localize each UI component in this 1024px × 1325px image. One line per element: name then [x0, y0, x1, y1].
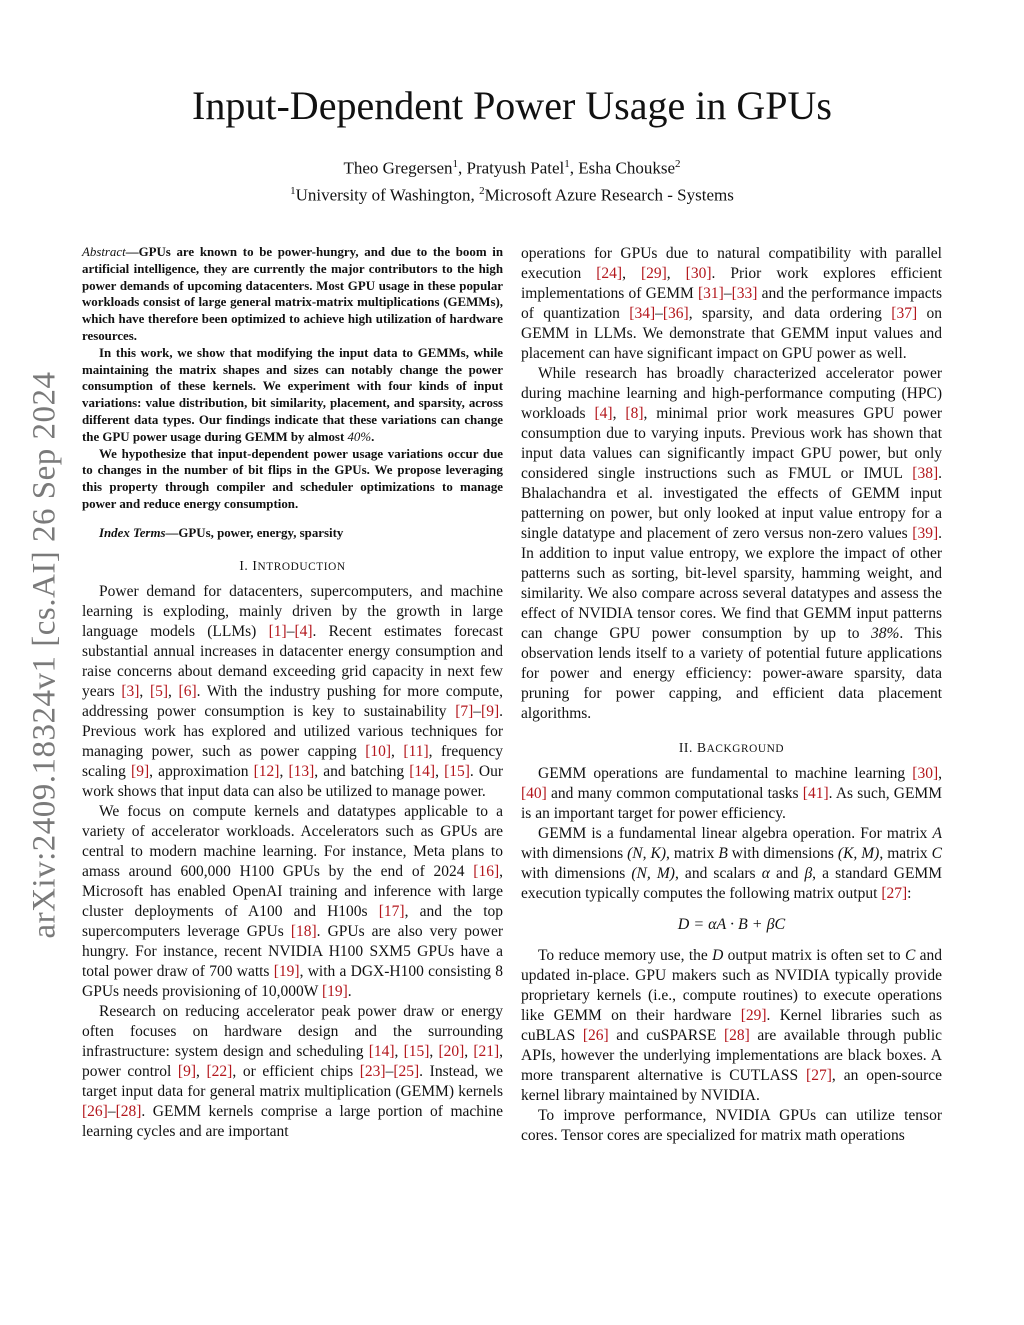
- abstract-paragraph-1: [82, 244, 503, 345]
- math-symbol: C: [904, 947, 916, 964]
- text-run: .: [347, 982, 352, 1000]
- text-run: . Prior work explores efficient implementations of GEMM: [521, 265, 943, 302]
- text-run: are available through public APIs, however the underlying implementations are black boxes. A more transparent alternative is CUTLASS: [521, 1027, 943, 1084]
- text-run: ,: [435, 762, 445, 780]
- text-run: . Previous work has explored and utilized various techniques for managing power, such as power capping: [82, 702, 503, 760]
- text-run: –: [107, 1102, 116, 1120]
- text-run: –: [385, 1062, 394, 1080]
- intro-paragraph-5: [521, 364, 942, 724]
- math-symbol: β: [804, 865, 813, 882]
- index-terms-text: —GPUs, power, energy, sparsity: [165, 525, 344, 540]
- text-run: , frequency scaling: [82, 742, 503, 780]
- text-run: ,: [279, 762, 289, 780]
- math-symbol: α: [761, 865, 770, 882]
- citation-link[interactable]: [7]: [455, 702, 474, 720]
- section-title-rest: NTRODUCTION: [257, 560, 346, 573]
- arxiv-stamp: [20, 365, 70, 945]
- text-run: , sparsity, and data ordering: [688, 305, 892, 322]
- text-run: , or efficient chips: [232, 1062, 360, 1080]
- section-initial: I: [252, 557, 258, 573]
- intro-paragraph-4: [521, 244, 942, 364]
- background-paragraph-4: To improve performance, NVIDIA GPUs can utilize tensor cores. Tensor cores are specialized for matrix math operations: [521, 1107, 942, 1144]
- citation-link[interactable]: [17]: [378, 902, 405, 920]
- citation-link[interactable]: [12]: [253, 762, 280, 780]
- math-symbol: (N, K): [627, 845, 666, 862]
- citation-link[interactable]: [27]: [881, 885, 908, 902]
- text-run: –: [473, 702, 482, 720]
- text-run: , with a DGX-H100 consisting 8 GPUs needs provisioning of 10,000W: [82, 962, 503, 1000]
- affiliation-mark: 2: [479, 184, 485, 197]
- author-name: Esha Choukse: [578, 158, 676, 178]
- citation-link[interactable]: [31]: [698, 285, 724, 302]
- citation-link[interactable]: [4]: [294, 622, 313, 640]
- text-run: . Bhalachandra et al. investigated the effects of GEMM input patterning on power, but only looked at input value entropy for a single datatype and placement of zero versus non-zero values: [521, 465, 942, 542]
- citation-link[interactable]: [3]: [121, 682, 140, 700]
- citation-link[interactable]: [21]: [473, 1042, 500, 1060]
- text-run: ,: [429, 1042, 439, 1060]
- text-run: . In addition to input value entropy, we explore the impact of other patterns such as sorting, bit-level sparsity, hamming weight, and similarity. We also compare across several datatypes and assess the effect of NVIDIA tensor cores. We find that GEMM input patterns can change GPU power consumption by up to: [521, 525, 942, 642]
- section-number: II.: [678, 740, 697, 755]
- affiliation-2: Microsoft Azure Research - Systems: [484, 185, 734, 205]
- arxiv-id-text: arXiv:2409.18324v1 [cs.AI] 26 Sep 2024: [26, 371, 63, 939]
- abstract-paragraph-3: We hypothesize that input-dependent power usage variations occur due to changes in the number of bit flips in the GPUs. We propose leveraging this property through compiler and scheduler optimizations to manage power and reduce energy consumption.: [82, 446, 503, 511]
- section-number: I.: [239, 557, 253, 573]
- math-symbol: (N, M): [631, 865, 675, 882]
- text-run: with dimensions: [521, 845, 628, 862]
- affiliation-mark: 2: [675, 158, 681, 170]
- citation-link[interactable]: [22]: [206, 1062, 233, 1080]
- background-paragraph-1: [521, 764, 942, 824]
- text-run: –: [286, 622, 295, 640]
- text-run: , matrix: [666, 845, 719, 862]
- citation-link[interactable]: [13]: [288, 762, 315, 780]
- text-run: Power demand for datacenters, supercomputers, and machine learning is exploding, mainly driven by the growth in large language models (LLMs): [82, 582, 503, 640]
- citation-link[interactable]: [14]: [409, 762, 436, 780]
- citation-link[interactable]: [37]: [891, 305, 918, 322]
- math-symbol: B: [718, 845, 728, 862]
- affiliation-mark: 1: [452, 158, 458, 170]
- gemm-equation: D = αA · B + βC: [677, 916, 786, 933]
- citation-link[interactable]: [9]: [177, 1062, 196, 1080]
- citation-link[interactable]: [29]: [740, 1007, 767, 1024]
- citation-link[interactable]: [24]: [596, 265, 623, 282]
- text-run: ,: [666, 265, 686, 282]
- math-symbol: (K, M): [837, 845, 880, 862]
- citation-link[interactable]: [29]: [640, 265, 667, 282]
- citation-link[interactable]: [36]: [662, 305, 689, 322]
- index-terms: [82, 525, 503, 542]
- text-run: :: [907, 885, 912, 902]
- intro-paragraph-1: [82, 582, 503, 802]
- citation-link[interactable]: [19]: [273, 962, 300, 980]
- citation-link[interactable]: [9]: [131, 762, 150, 780]
- text-run: GEMM operations are fundamental to machine learning: [538, 765, 913, 782]
- text-run: , and the top supercomputers leverage GPUs: [82, 902, 504, 940]
- text-run: , approximation: [149, 762, 254, 780]
- citation-link[interactable]: [4]: [594, 405, 613, 422]
- citation-link[interactable]: [26]: [82, 1102, 108, 1120]
- abstract-text: .: [371, 429, 375, 444]
- text-run: and many common computational tasks: [546, 785, 803, 802]
- text-run: ,: [938, 765, 942, 782]
- intro-paragraph-2: [82, 802, 503, 1002]
- citation-link[interactable]: [28]: [723, 1027, 750, 1044]
- citation-link[interactable]: [1]: [268, 622, 287, 640]
- citation-link[interactable]: [38]: [912, 465, 939, 482]
- section-heading-background: [521, 740, 942, 756]
- section-heading-introduction: [82, 558, 503, 574]
- text-run: on GEMM in LLMs. We demonstrate that GEMM input values and placement can have significant impact on GPU power as well.: [521, 305, 943, 362]
- abstract-text: —GPUs are known to be power-hungry, and due to the boom in artificial intelligence, they are currently the major contributors to the high power demands of upcoming datacenters. Most GPU usage in these popular workloads consist of large general matrix-matrix multiplications (GEMMs), which have therefore been optimized to achieve high utilization of hardware resources.: [82, 245, 503, 343]
- citation-link[interactable]: [15]: [403, 1042, 430, 1060]
- section-title-rest: ACKGROUND: [706, 743, 785, 755]
- math-symbol: D: [712, 947, 724, 964]
- affiliation-mark: 1: [564, 158, 570, 170]
- index-terms-label: Index Terms: [99, 525, 166, 540]
- text-run: . Our work shows that input data can also be utilized to manage power.: [82, 762, 504, 800]
- text-run: . Recent estimates forecast substantial annual increases in datacenter energy consumption and raise concerns about demand exceeding grid capacity in next few years: [82, 622, 503, 700]
- text-run: . GPUs are also very power hungry. For instance, recent NVIDIA H100 SXM5 GPUs have a total power draw of 700 watts: [82, 922, 503, 980]
- abstract-paragraph-2: [82, 345, 503, 446]
- text-run: GEMM is a fundamental linear algebra operation. For matrix: [538, 825, 933, 842]
- text-run: with dimensions: [521, 865, 632, 882]
- citation-link[interactable]: [26]: [582, 1027, 609, 1044]
- text-run: . With the industry pushing for more compute, addressing power consumption is key to sustainability: [82, 682, 504, 720]
- abstract-label: Abstract: [82, 245, 126, 259]
- citation-link[interactable]: [18]: [290, 922, 317, 940]
- background-paragraph-3: [521, 946, 942, 1106]
- text-run: . This observation lends itself to a variety of potential future applications for power and energy efficiency: power-aware sparsity, data pruning for power capping, and efficient data placement algorithms.: [521, 625, 943, 722]
- citation-link[interactable]: [14]: [368, 1042, 395, 1060]
- text-run: operations for GPUs due to natural compatibility with parallel execution: [521, 245, 942, 282]
- text-run: with dimensions: [727, 845, 838, 862]
- citation-link[interactable]: [11]: [403, 742, 429, 760]
- text-run: and updated in-place. GPU makers such as NVIDIA typically provide proprietary kernels (i.e., compute routines) to execute operations like GEMM on their hardware: [521, 947, 942, 1024]
- text-run: , power control: [82, 1042, 504, 1080]
- citation-link[interactable]: [33]: [731, 285, 758, 302]
- math-symbol: A: [932, 825, 942, 842]
- text-run: , minimal prior work measures GPU power consumption due to varying inputs. Previous work has shown that input data values can significantly impact GPU power, but only considered single instructions such as FMUL or IMUL: [521, 405, 943, 482]
- author-name: Theo Gregersen: [343, 158, 453, 178]
- text-run: ,: [391, 742, 404, 760]
- text-run: and cuSPARSE: [608, 1027, 724, 1044]
- citation-link[interactable]: [19]: [321, 982, 348, 1000]
- citation-link[interactable]: [6]: [178, 682, 197, 700]
- text-run: ,: [394, 1042, 404, 1060]
- text-run: and the performance impacts of quantization: [521, 285, 942, 322]
- math-symbol: C: [931, 845, 942, 862]
- citation-link[interactable]: [9]: [481, 702, 500, 720]
- citation-link[interactable]: [8]: [625, 405, 644, 422]
- text-run: We focus on compute kernels and datatypes applicable to a variety of accelerator workloads. Accelerators such as GPUs are central to modern machine learning. For instance, Meta plans to amass around 600,000 H100 GPUs by the end of 2024: [82, 802, 503, 880]
- text-run: –: [655, 305, 663, 322]
- background-paragraph-2: [521, 824, 942, 904]
- text-run: –: [723, 285, 732, 302]
- citation-link[interactable]: [20]: [438, 1042, 465, 1060]
- text-run: , an open-source kernel library maintained by NVIDIA.: [521, 1067, 942, 1104]
- text-run: ,: [622, 265, 641, 282]
- affiliation-mark: 1: [290, 184, 296, 197]
- text-run: ,: [464, 1042, 474, 1060]
- citation-link[interactable]: [27]: [806, 1067, 832, 1084]
- intro-paragraph-3: [82, 1002, 503, 1142]
- citation-link[interactable]: [39]: [912, 525, 939, 542]
- text-run: . Instead, we target input data for general matrix multiplication (GEMM) kernels: [82, 1062, 504, 1100]
- paper-title: Input-Dependent Power Usage in GPUs: [192, 83, 832, 128]
- text-run: ,: [612, 405, 626, 422]
- text-run: and: [769, 865, 805, 882]
- citation-link[interactable]: [10]: [365, 742, 392, 760]
- text-run: To reduce memory use, the: [538, 947, 713, 964]
- text-run: , and batching: [314, 762, 410, 780]
- text-run: , matrix: [879, 845, 932, 862]
- citation-link[interactable]: [30]: [912, 765, 939, 782]
- citation-link[interactable]: [28]: [115, 1102, 142, 1120]
- author-block: [82, 153, 942, 206]
- math-symbol: 38%: [870, 625, 900, 642]
- affiliation-1: University of Washington,: [295, 185, 480, 205]
- text-run: , and scalars: [674, 865, 762, 882]
- text-run: ,: [139, 682, 150, 700]
- text-run: output matrix is often set to: [723, 947, 905, 964]
- left-column: [82, 244, 503, 1142]
- citation-link[interactable]: [25]: [393, 1062, 420, 1080]
- text-run: , Microsoft has enabled OpenAI training and inference with large cluster deployments of A100 and H100s: [82, 862, 503, 920]
- abstract-text: In this work, we show that modifying the input data to GEMMs, while maintaining the matrix shapes and sizes can notably change the power consumption of these kernels. We experiment with four kinds of input variations: value distribution, bit similarity, placement, and sparsity, across different data types. Our findings indicate that these variations can change the GPU power usage during GEMM by almost: [82, 345, 503, 444]
- section-initial: B: [696, 740, 707, 755]
- text-run: . Kernel libraries such as cuBLAS: [521, 1007, 942, 1044]
- affiliations: [82, 180, 942, 207]
- text-run: While research has broadly characterized accelerator power during machine learning and high-performance computing (HPC) workloads: [521, 365, 942, 422]
- text-run: . GEMM kernels comprise a large portion of machine learning cycles and are important: [82, 1102, 503, 1140]
- right-column: [521, 244, 942, 1146]
- author-names: Theo Gregersen$^1$, Pratyush Patel$^1$, Esha Choukse$^2$: [343, 158, 681, 178]
- citation-link[interactable]: [15]: [444, 762, 470, 780]
- text-run: ,: [168, 682, 179, 700]
- text-run: . As such, GEMM is an important target for power efficiency.: [521, 785, 942, 822]
- citation-link[interactable]: [16]: [473, 862, 500, 880]
- author-name: Pratyush Patel: [466, 158, 565, 178]
- abstract-value: 40%: [347, 429, 372, 444]
- citation-link[interactable]: [40]: [521, 785, 547, 802]
- text-run: , a standard GEMM execution typically computes the following matrix output: [521, 865, 942, 902]
- citation-link[interactable]: [5]: [149, 682, 169, 700]
- citation-link[interactable]: [23]: [359, 1062, 386, 1080]
- citation-link[interactable]: [30]: [685, 265, 712, 282]
- citation-link[interactable]: [34]: [629, 305, 656, 322]
- citation-link[interactable]: [41]: [802, 785, 829, 802]
- text-run: Research on reducing accelerator peak power draw or energy often focuses on hardware design and the surrounding infrastructure: system design and scheduling: [82, 1002, 503, 1060]
- text-run: ,: [196, 1062, 207, 1080]
